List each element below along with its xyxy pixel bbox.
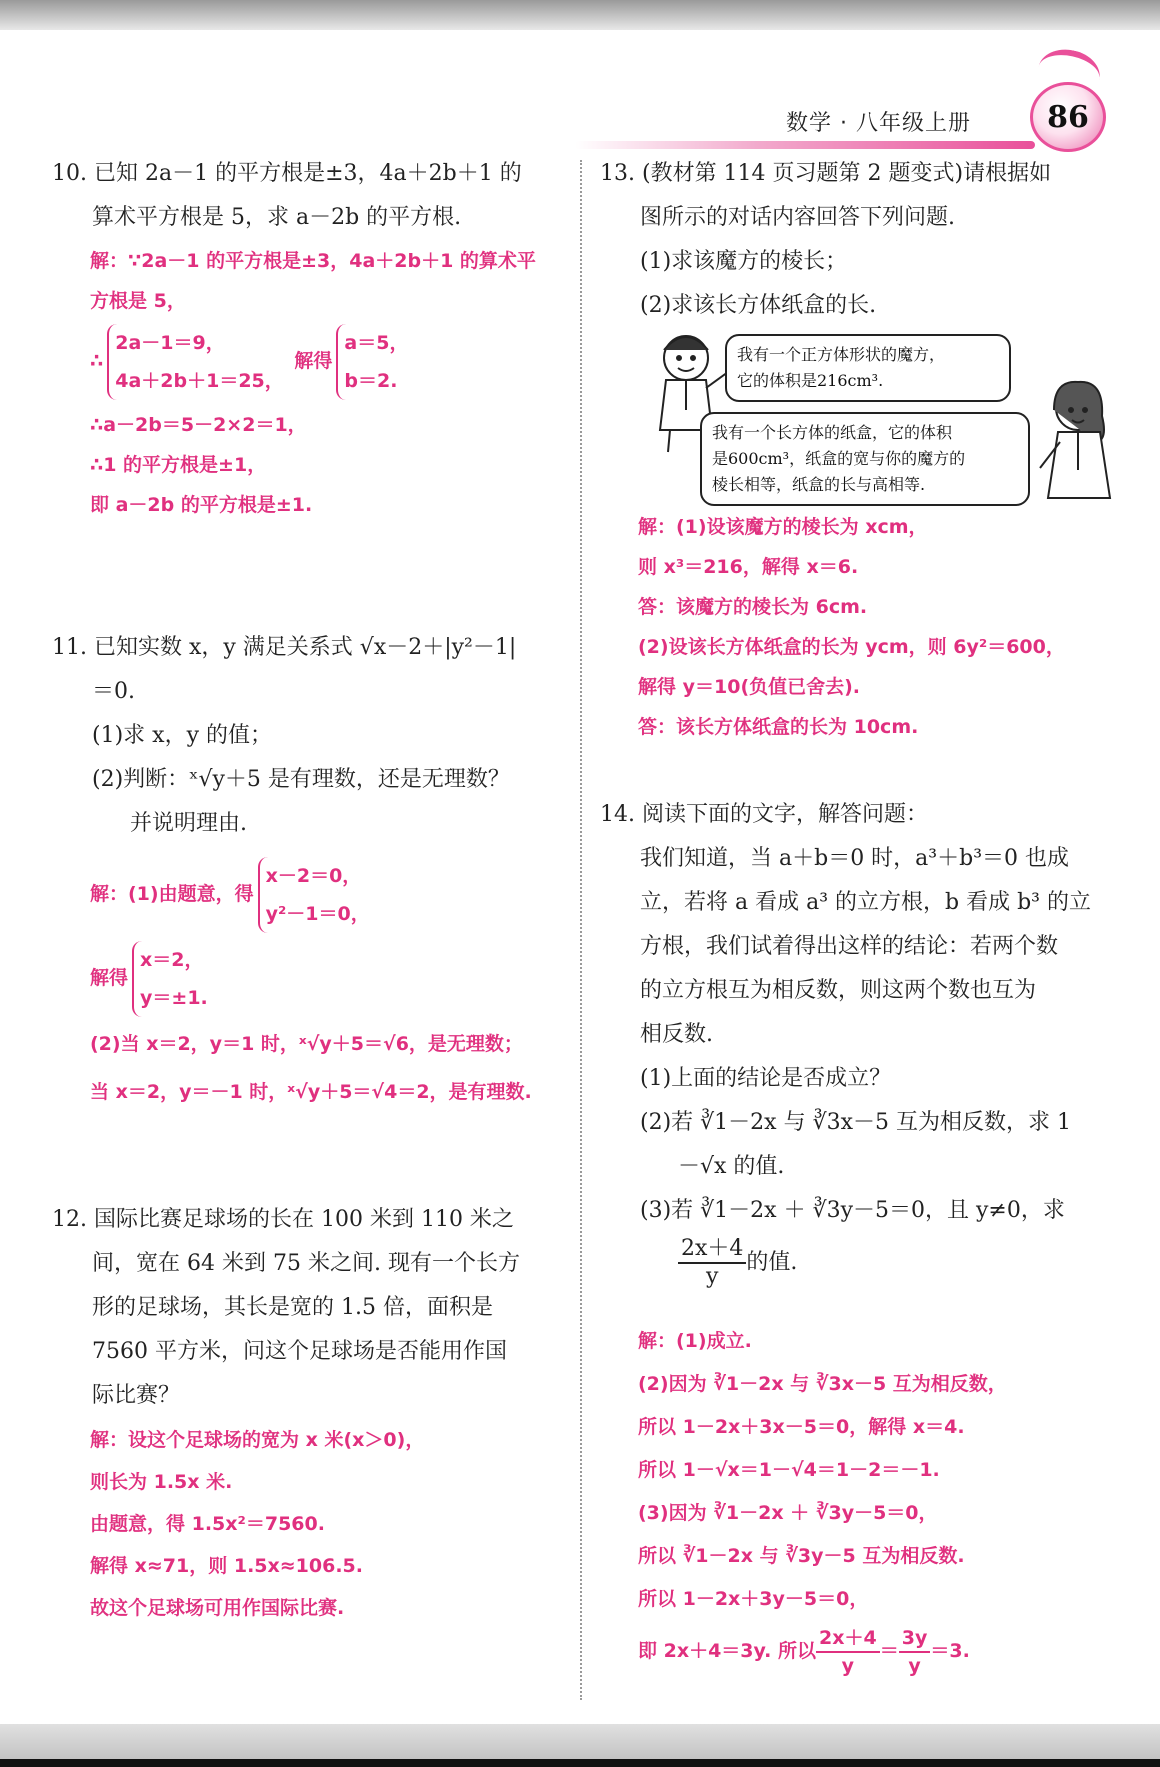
q10-line: 10. 已知 2a－1 的平方根是±3，4a＋2b＋1 的 — [52, 161, 522, 186]
q12-line: 7560 平方米，问这个足球场是否能用作国 — [92, 1339, 507, 1364]
equation: b＝2. — [344, 369, 398, 392]
answer-final-line — [638, 1621, 1108, 1681]
answer-final-tail: ＝3. — [930, 1640, 970, 1662]
solution-system — [132, 941, 208, 1017]
answer-14 — [638, 1320, 1108, 1681]
answer-12 — [90, 1419, 570, 1629]
question-10 — [52, 152, 572, 240]
q14-sub3: (3)若 ∛1－2x ＋ ∛3y－5＝0，且 y≠0，求 — [640, 1198, 1065, 1223]
answer-line: (2)设该长方体纸盒的长为 ycm，则 6y²＝600， — [638, 636, 1065, 658]
denominator: y — [908, 1654, 921, 1677]
equation: a＝5， — [344, 331, 409, 354]
fraction — [899, 1625, 931, 1679]
answer-line: (3)因为 ∛1－2x ＋ ∛3y－5＝0， — [638, 1502, 938, 1524]
answer-10 — [90, 241, 570, 525]
answer-line: ∴1 的平方根是±1， — [90, 454, 267, 476]
equation: y＝±1. — [140, 986, 208, 1009]
answer-line: 答：该长方体纸盒的长为 10cm. — [638, 716, 919, 738]
answer-line: 解：∵2a－1 的平方根是±3，4a＋2b＋1 的算术平 — [90, 250, 536, 272]
solve-label: 解得 — [294, 350, 333, 372]
answer-line: 答：该魔方的棱长为 6cm. — [638, 596, 868, 618]
bottom-bar — [0, 1724, 1160, 1767]
q14-para-line: 的立方根互为相反数，则这两个数也互为 — [640, 978, 1037, 1003]
equation: x＝2， — [140, 948, 204, 971]
q12-line: 12. 国际比赛足球场的长在 100 米到 110 米之 — [52, 1207, 514, 1232]
equation-system-row — [90, 321, 570, 405]
q13-line: 图所示的对话内容回答下列问题. — [640, 205, 955, 230]
q12-line: 际比赛？ — [92, 1383, 181, 1408]
equation-system-row — [90, 852, 570, 936]
equation: x－2＝0， — [265, 864, 362, 887]
bubble-line: 是600cm³，纸盒的宽与你的魔方的 — [712, 449, 966, 468]
answer-line: (2)因为 ∛1－2x 与 ∛3x－5 互为相反数， — [638, 1373, 1007, 1395]
answer-line: 解：设这个足球场的宽为 x 米(x＞0)， — [90, 1429, 425, 1451]
answer-line: 解：(1)设该魔方的棱长为 xcm， — [638, 516, 928, 538]
solution-system-row — [90, 936, 570, 1020]
answer-line: 解：(1)成立. — [638, 1330, 752, 1352]
book-title: 数学 · 八年级上册 — [786, 111, 971, 136]
answer-line: 所以 1－√x＝1－√4＝1－2＝－1. — [638, 1459, 940, 1481]
bubble-line: 我有一个长方体的纸盒，它的体积 — [712, 423, 953, 442]
answer-line: 即 a－2b 的平方根是±1. — [90, 494, 313, 516]
equals-sign: ＝ — [879, 1640, 899, 1662]
question-13 — [600, 152, 1120, 328]
q13-line: 13. (教材第 114 页习题第 2 题变式)请根据如 — [600, 161, 1052, 186]
answer-13 — [638, 507, 1108, 747]
answer-11 — [90, 852, 570, 1116]
column-divider — [580, 160, 582, 1700]
q14-para-line: 立，若将 a 看成 a³ 的立方根，b 看成 b³ 的立 — [640, 890, 1091, 915]
q13-sub: (2)求该长方体纸盒的长. — [640, 293, 877, 318]
q11-sub2: (2)判断：ˣ√y＋5 是有理数，还是无理数？ — [92, 767, 510, 792]
answer-line: 解得 x≈71，则 1.5x≈106.5. — [90, 1555, 363, 1577]
answer-line: ∴a－2b＝5－2×2＝1， — [90, 414, 307, 436]
q14-sub3-tail: 的值. — [746, 1250, 798, 1275]
answer-final-text: 即 2x＋4＝3y. 所以 — [638, 1640, 817, 1662]
top-bar — [0, 0, 1160, 30]
bubble-line: 它的体积是216cm³. — [737, 371, 884, 390]
q11-line: 11. 已知实数 x，y 满足关系式 √x－2＋|y²－1| — [52, 635, 517, 660]
bottom-edge — [0, 1759, 1160, 1767]
numerator: 3y — [899, 1625, 931, 1653]
answer-line: 方根是 5， — [90, 290, 186, 312]
q14-line: 14. 阅读下面的文字，解答问题： — [600, 802, 928, 827]
fraction — [816, 1625, 880, 1679]
question-11 — [52, 626, 572, 846]
equation-system — [107, 324, 284, 400]
answer-label: 解：(1)由题意，得 — [90, 883, 254, 905]
answer-line: 故这个足球场可用作国际比赛. — [90, 1597, 345, 1619]
q14-sub3-fraction-row — [600, 1233, 1120, 1293]
q10-line: 算术平方根是 5，求 a－2b 的平方根. — [92, 205, 462, 230]
q12-line: 间，宽在 64 米到 75 米之间. 现有一个长方 — [92, 1251, 520, 1276]
equation: 4a＋2b＋1＝25， — [115, 369, 284, 392]
numerator: 2x＋4 — [816, 1625, 880, 1653]
equation: 2a－1＝9， — [115, 331, 225, 354]
bubble-line: 我有一个正方体形状的魔方， — [737, 345, 946, 364]
answer-line: (2)当 x＝2，y＝1 时，ˣ√y＋5＝√6，是无理数； — [90, 1033, 523, 1055]
solve-label: 解得 — [90, 967, 129, 989]
answer-line: 则 x³＝216，解得 x＝6. — [638, 556, 859, 578]
question-14 — [600, 793, 1120, 1293]
bubble-line: 棱长相等，纸盒的长与高相等. — [712, 475, 926, 494]
q12-line: 形的足球场，其长是宽的 1.5 倍，面积是 — [92, 1295, 493, 1320]
answer-line: 解得 y＝10(负值已舍去). — [638, 676, 861, 698]
equation-system — [258, 857, 370, 933]
denominator: y — [841, 1654, 855, 1677]
equation: y²－1＝0， — [265, 902, 370, 925]
q11-sub2: 并说明理由. — [130, 811, 247, 836]
therefore-symbol: ∴ — [90, 350, 104, 372]
solution-system — [336, 324, 408, 400]
numerator: 2x＋4 — [678, 1236, 746, 1264]
q13-sub: (1)求该魔方的棱长； — [640, 249, 848, 274]
denominator: y — [705, 1264, 719, 1289]
q11-sub1: (1)求 x，y 的值； — [92, 723, 272, 748]
answer-line: 由题意，得 1.5x²＝7560. — [90, 1513, 325, 1535]
answer-line: 当 x＝2，y＝－1 时，ˣ√y＋5＝√4＝2，是有理数. — [90, 1081, 532, 1103]
question-12 — [52, 1198, 572, 1418]
q14-para-line: 方根，我们试着得出这样的结论：若两个数 — [640, 934, 1059, 959]
answer-line: 所以 1－2x＋3x－5＝0，解得 x＝4. — [638, 1416, 965, 1438]
answer-line: 所以 ∛1－2x 与 ∛3y－5 互为相反数. — [638, 1545, 965, 1567]
q14-sub1: (1)上面的结论是否成立？ — [640, 1066, 892, 1091]
answer-line: 则长为 1.5x 米. — [90, 1471, 233, 1493]
answer-line: 所以 1－2x＋3y－5＝0， — [638, 1588, 869, 1610]
header-rule — [575, 141, 1035, 149]
speech-bubble-box — [700, 412, 1030, 506]
q14-para-line: 相反数. — [640, 1022, 713, 1047]
q14-sub2: －√x 的值. — [678, 1154, 785, 1179]
girl-figure — [1040, 382, 1110, 498]
fraction — [678, 1236, 746, 1290]
q14-sub2: (2)若 ∛1－2x 与 ∛3x－5 互为相反数，求 1 — [640, 1110, 1071, 1135]
q11-line: ＝0. — [92, 679, 135, 704]
page-number: 86 — [1030, 82, 1106, 152]
q14-para-line: 我们知道，当 a＋b＝0 时，a³＋b³＝0 也成 — [640, 846, 1070, 871]
speech-bubble-cube — [725, 334, 1011, 402]
